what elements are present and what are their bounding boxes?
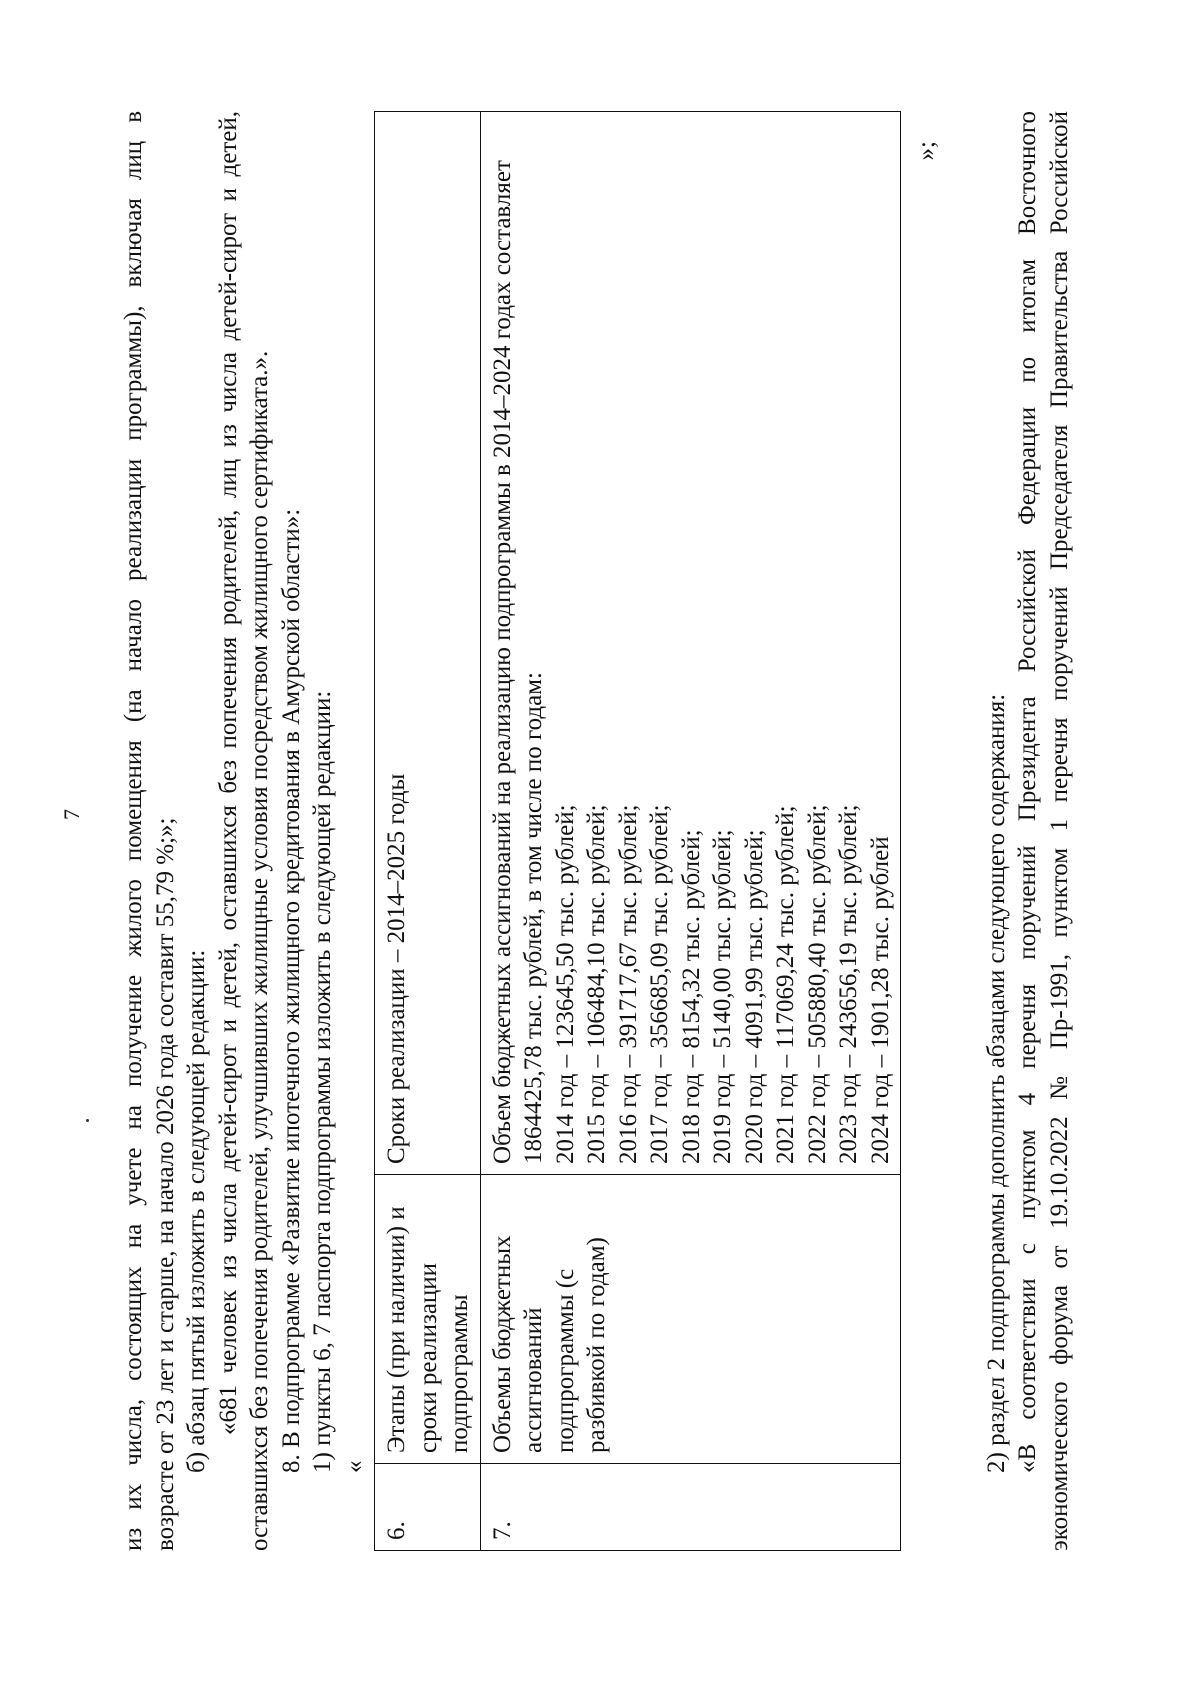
paragraph-line: оставшихся без попечения родителей, улучшивших жилищные условия посредством жилищного сертификата.». <box>246 350 273 1551</box>
allocation-year: 2024 год – 1901,28 тыс. рублей <box>866 836 894 1164</box>
document-body <box>118 111 1075 1551</box>
row-number: 7. <box>480 1464 901 1551</box>
open-quote: « <box>340 1460 368 1473</box>
allocation-year: 2022 год – 505880,40 тыс. рублей; <box>803 804 831 1164</box>
table-row <box>480 112 901 1551</box>
paragraph-line: экономического форума от 19.10.2022 № Пр-1991, пунктом 1 перечня поручений Председателя Правительства Российской <box>1045 111 1073 1551</box>
paragraph-line: 1) пункты 6, 7 паспорта подпрограммы изложить в следующей редакции: <box>309 690 336 1473</box>
scan-speck <box>86 1119 89 1122</box>
allocation-year: 2019 год – 5140,00 тыс. рублей; <box>709 829 736 1164</box>
row-label: Этапы (при наличии) и сроки реализации подпрограммы <box>375 1175 481 1464</box>
paragraph-line: «681 человек из числа детей-сирот и детей, оставшихся без попечения родителей, лиц из числа детей-сирот и детей, <box>214 111 242 1435</box>
closing-quote: »; <box>913 141 940 161</box>
table-row <box>375 112 481 1551</box>
paragraph-line: б) абзац пятый изложить в следующей редакции: <box>183 949 210 1473</box>
allocation-year: 2017 год – 356685,09 тыс. рублей; <box>646 804 673 1164</box>
allocation-year: 2020 год – 4091,99 тыс. рублей; <box>740 829 768 1164</box>
allocation-year: 2021 год – 117069,24 тыс. рублей; <box>772 805 799 1164</box>
allocation-year: 2023 год – 243656,19 тыс. рублей; <box>835 804 862 1164</box>
allocation-year: 2015 год – 106484,10 тыс. рублей; <box>583 804 610 1164</box>
row-label: Объемы бюджетных ассигнований подпрограммы (с разбивкой по годам) <box>480 1175 901 1464</box>
allocation-year: 2016 год – 391717,67 тыс. рублей; <box>614 804 642 1164</box>
row-value <box>480 112 901 1175</box>
allocation-intro: Объем бюджетных ассигнований на реализацию подпрограммы в 2014–2024 годах составляет 1864425,78 тыс. рублей, в том числе по годам: <box>488 160 547 1164</box>
paragraph-line: 8. В подпрограмме «Развитие ипотечного жилищного кредитования в Амурской области»: <box>277 508 305 1473</box>
passport-table <box>374 111 901 1551</box>
allocation-year: 2018 год – 8154,32 тыс. рублей; <box>677 829 705 1164</box>
tail-section <box>981 111 1076 1551</box>
paragraph-line: возрасте от 23 лет и старше, на начало 2026 года составит 55,79 %;»; <box>151 817 179 1551</box>
paragraph-line: из их числа, состоящих на учете на получение жилого помещения (на начало реализации программы), включая лиц в <box>120 111 147 1551</box>
row-number: 6. <box>375 1464 481 1551</box>
page-number: 7 <box>59 809 84 820</box>
paragraph-line: «В соответствии с пунктом 4 перечня поручений Президента Российской Федерации по итогам Восточного <box>1014 111 1041 1473</box>
row-value: Сроки реализации – 2014–2025 годы <box>375 112 481 1175</box>
allocation-year: 2014 год – 123645,50 тыс. рублей; <box>551 804 579 1164</box>
paragraph-line: 2) раздел 2 подпрограммы дополнить абзацами следующего содержания: <box>982 693 1010 1473</box>
